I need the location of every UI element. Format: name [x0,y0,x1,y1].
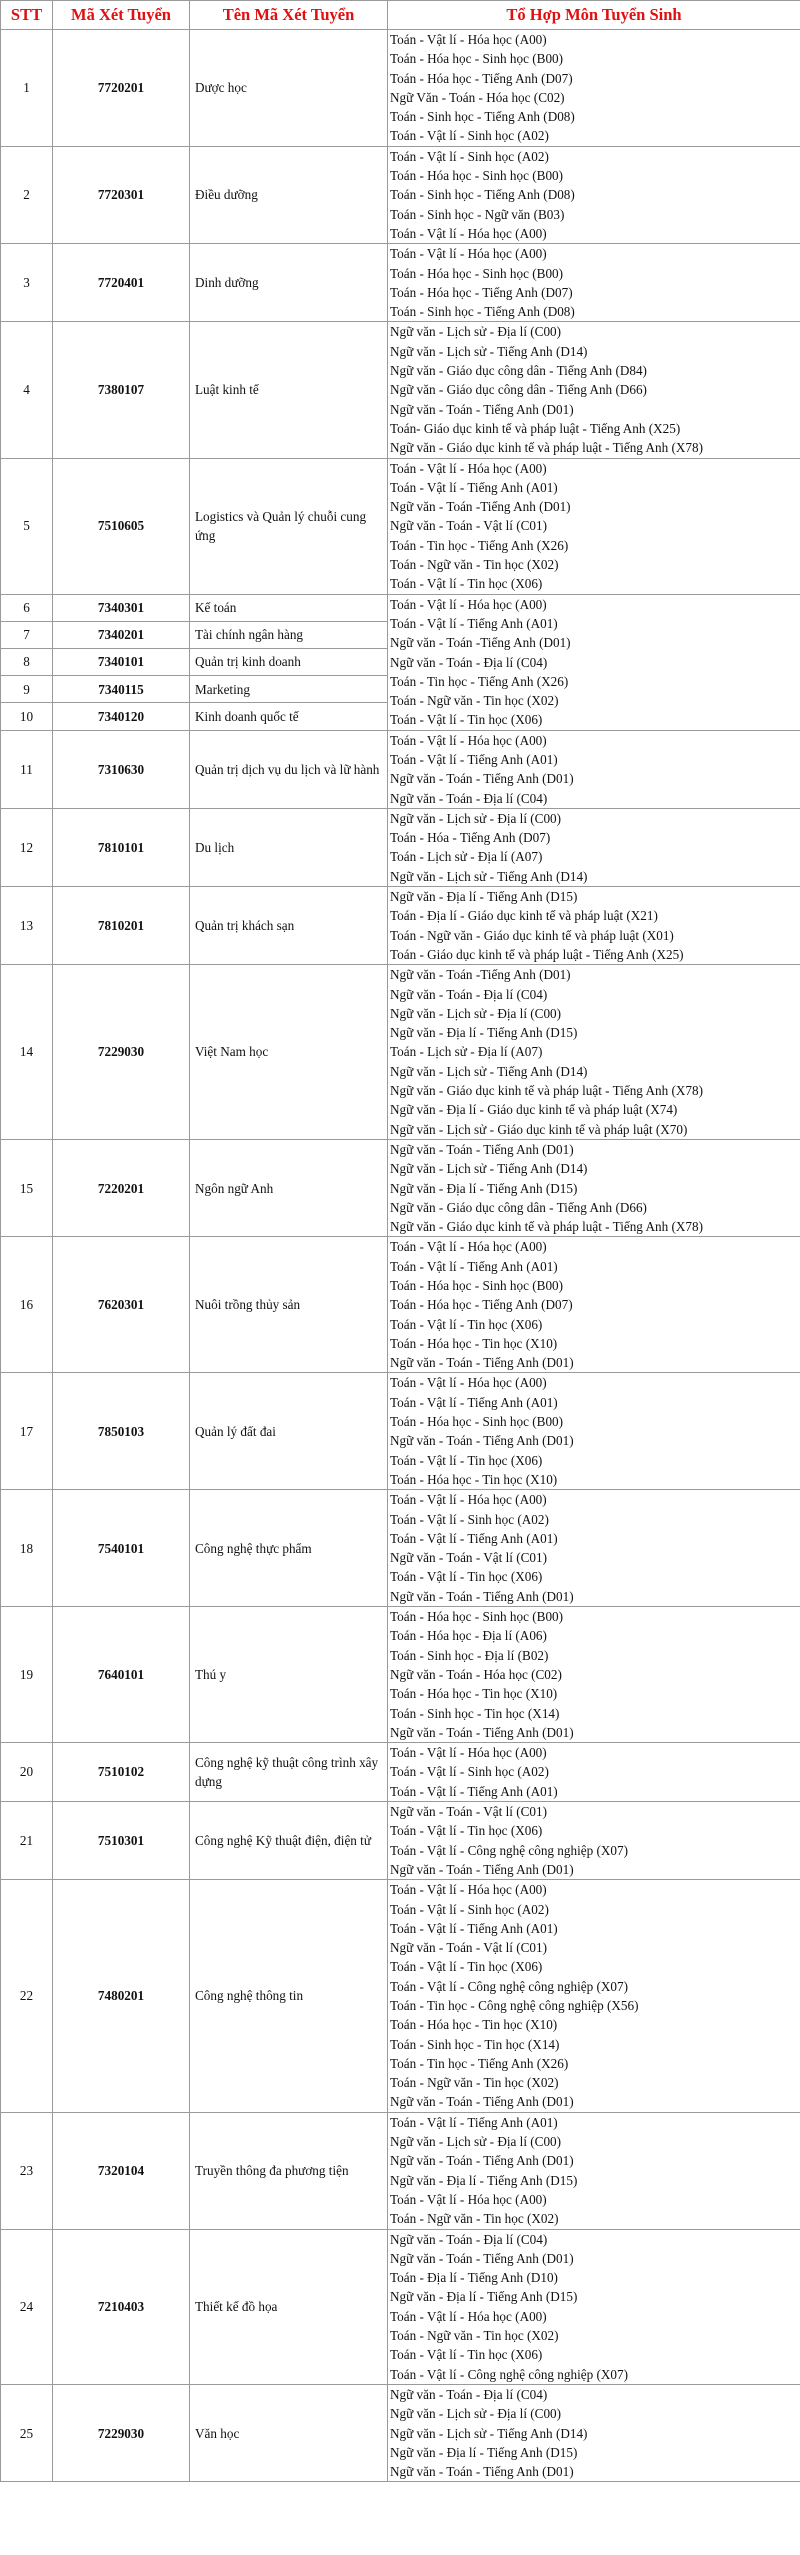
combo-item: Toán - Vật lí - Hóa học (A00) [390,225,547,241]
table-row [1,2112,800,2229]
row-stt: 15 [1,1139,53,1236]
combo-item: Ngữ văn - Lịch sử - Tiếng Anh (D14) [390,1063,588,1079]
combo-item: Toán - Vật lí - Tin học (X06) [390,2347,543,2363]
combo-item: Toán - Vật lí - Hóa học (A00) [390,460,547,476]
combo-item: Toán - Vật lí - Tin học (X06) [390,576,543,592]
combo-item: Ngữ văn - Toán - Vật lí (C01) [390,518,547,534]
combo-item: Toán - Sinh học - Địa lí (B02) [390,1647,549,1663]
combo-item: Toán - Hóa học - Địa lí (A06) [390,1628,547,1644]
combo-item: Toán - Giáo dục kinh tế và pháp luật - Tiếng Anh (X25) [390,946,684,962]
combo-item: Ngữ văn - Toán - Địa lí (C04) [390,790,548,806]
row-stt: 24 [1,2229,53,2384]
table-row [1,244,800,322]
row-code: 7620301 [53,1237,190,1373]
combo-item: Ngữ văn - Giáo dục kinh tế và pháp luật - Tiếng Anh (X78) [390,440,703,456]
combo-item: Ngữ văn - Toán - Tiếng Anh (D01) [390,2094,574,2110]
combo-item: Toán - Vật lí - Tin học (X06) [390,1823,543,1839]
row-stt: 6 [1,594,53,621]
combo-item: Toán - Sinh học - Tiếng Anh (D08) [390,304,575,320]
combo-item: Ngữ văn - Toán - Tiếng Anh (D01) [390,1433,574,1449]
combo-item: Toán - Vật lí - Tiếng Anh (A01) [390,751,558,767]
row-combos [388,1237,800,1373]
row-combos [388,1139,800,1236]
row-code: 7850103 [53,1373,190,1490]
row-code: 7340120 [53,703,190,730]
row-code: 7340301 [53,594,190,621]
combo-item: Toán - Vật lí - Tin học (X06) [390,1316,543,1332]
row-name: Marketing [190,676,388,703]
table-row [1,808,800,886]
combo-item: Toán - Sinh học - Tiếng Anh (D08) [390,187,575,203]
combo-item: Ngữ văn - Toán - Tiếng Anh (D01) [390,1724,574,1740]
table-row [1,1743,800,1802]
table-row [1,322,800,458]
combo-item: Toán - Hóa học - Tin học (X10) [390,1335,558,1351]
combo-item: Ngữ Văn - Toán - Hóa học (C02) [390,89,565,105]
combo-item: Toán - Ngữ văn - Tin học (X02) [390,2328,559,2344]
combo-item: Toán - Vật lí - Hóa học (A00) [390,1492,547,1508]
row-combos [388,808,800,886]
combo-item: Toán - Hóa học - Sinh học (B00) [390,1278,564,1293]
row-stt: 9 [1,676,53,703]
combo-item: Ngữ văn - Lịch sử - Địa lí (C00) [390,324,562,340]
combo-item: Ngữ văn - Giáo dục công dân - Tiếng Anh (D66) [390,382,647,398]
row-name: Luật kinh tế [190,322,388,458]
combo-item: Ngữ văn - Toán - Tiếng Anh (D01) [390,2250,574,2266]
row-name: Quản trị kinh doanh [190,649,388,676]
row-name: Quản trị dịch vụ du lịch và lữ hành [190,730,388,808]
combo-item: Toán - Ngữ văn - Giáo dục kinh tế và pháp luật (X01) [390,927,674,943]
combo-item: Toán - Tin học - Tiếng Anh (X26) [390,2055,569,2071]
row-code: 7810101 [53,808,190,886]
row-code: 7510605 [53,458,190,594]
row-combos [388,887,800,965]
combo-item: Toán - Sinh học - Tin học (X14) [390,1705,560,1721]
table-row [1,1237,800,1373]
row-combos [388,244,800,322]
combo-item: Toán - Vật lí - Tiếng Anh (A01) [390,479,558,495]
header-code: Mã Xét Tuyển [53,1,190,30]
row-combos [388,1607,800,1743]
combo-item: Ngữ văn - Địa lí - Tiếng Anh (D15) [390,1180,578,1196]
combo-item: Ngữ văn - Địa lí - Tiếng Anh (D15) [390,1025,578,1041]
row-combos [388,146,800,243]
row-stt: 4 [1,322,53,458]
combo-item: Ngữ văn - Toán - Hóa học (C02) [390,1666,562,1682]
combo-item: Ngữ văn - Lịch sử - Địa lí (C00) [390,1005,562,1021]
table-row [1,1139,800,1236]
combo-item: Ngữ văn - Địa lí - Tiếng Anh (D15) [390,889,578,905]
table-row [1,965,800,1140]
row-code: 7510102 [53,1743,190,1802]
combo-item: Toán - Hóa học - Sinh học (B00) [390,1414,564,1430]
combo-item: Ngữ văn - Toán - Tiếng Anh (D01) [390,1355,574,1371]
table-row [1,2229,800,2384]
combo-item: Toán - Vật lí - Tiếng Anh (A01) [390,2114,558,2130]
row-code: 7380107 [53,322,190,458]
combo-item: Toán - Vật lí - Sinh học (A02) [390,1511,549,1527]
combo-item: Toán - Vật lí - Hóa học (A00) [390,732,547,748]
combo-item: Ngữ văn - Toán - Tiếng Anh (D01) [390,1861,574,1877]
row-stt: 25 [1,2384,53,2481]
row-stt: 13 [1,887,53,965]
row-name: Dược học [190,30,388,147]
combo-item: Toán - Hóa học - Tiếng Anh (D07) [390,284,573,300]
combo-item: Ngữ văn - Lịch sử - Tiếng Anh (D14) [390,868,588,884]
row-code: 7720401 [53,244,190,322]
combo-item: Toán - Vật lí - Công nghệ công nghiệp (X07) [390,1978,628,1994]
combo-item: Ngữ văn - Toán - Tiếng Anh (D01) [390,401,574,417]
combo-item: Toán - Ngữ văn - Tin học (X02) [390,693,559,709]
row-code: 7340101 [53,649,190,676]
row-combos [388,730,800,808]
row-name: Thiết kế đồ họa [190,2229,388,2384]
row-combos [388,965,800,1140]
combo-item: Toán - Sinh học - Tin học (X14) [390,2036,560,2052]
row-combos [388,594,800,730]
combo-item: Toán - Hóa học - Sinh học (B00) [390,51,564,67]
combo-item: Toán - Sinh học - Tiếng Anh (D08) [390,109,575,125]
combo-item: Toán - Hóa - Tiếng Anh (D07) [390,830,551,846]
combo-item: Toán - Hóa học - Tin học (X10) [390,1686,558,1702]
combo-item: Toán - Vật lí - Tin học (X06) [390,1959,543,1975]
combo-item: Toán - Hóa học - Sinh học (B00) [390,265,564,281]
combo-item: Toán - Vật lí - Hóa học (A00) [390,1375,547,1391]
table-row [1,1607,800,1743]
combo-item: Toán - Vật lí - Tin học (X06) [390,1452,543,1468]
row-name: Dinh dưỡng [190,244,388,322]
table-row [1,1802,800,1880]
row-code: 7340115 [53,676,190,703]
row-stt: 22 [1,1880,53,2113]
combo-item: Toán - Vật lí - Tiếng Anh (A01) [390,615,558,631]
row-code: 7310630 [53,730,190,808]
row-name: Thú y [190,1607,388,1743]
row-name: Công nghệ thông tin [190,1880,388,2113]
combo-item: Ngữ văn - Giáo dục công dân - Tiếng Anh (D84) [390,363,647,379]
row-code: 7640101 [53,1607,190,1743]
table-row [1,1373,800,1490]
row-stt: 8 [1,649,53,676]
row-stt: 18 [1,1490,53,1607]
combo-item: Ngữ văn - Giáo dục kinh tế và pháp luật - Tiếng Anh (X78) [390,1219,703,1235]
combo-item: Toán - Vật lí - Hóa học (A00) [390,1882,547,1898]
header-row [1,1,800,30]
combo-item: Toán - Ngữ văn - Tin học (X02) [390,2075,559,2091]
row-code: 7720201 [53,30,190,147]
combo-item: Ngữ văn - Toán - Tiếng Anh (D01) [390,2153,574,2169]
row-code: 7340201 [53,621,190,648]
row-combos [388,2112,800,2229]
combo-item: Ngữ văn - Toán - Tiếng Anh (D01) [390,1141,574,1157]
row-combos [388,1802,800,1880]
combo-item: Toán - Tin học - Tiếng Anh (X26) [390,537,569,553]
row-combos [388,1373,800,1490]
combo-item: Ngữ văn - Toán - Địa lí (C04) [390,654,548,670]
row-stt: 1 [1,30,53,147]
combo-item: Ngữ văn - Toán - Địa lí (C04) [390,986,548,1002]
row-code: 7720301 [53,146,190,243]
combo-item: Toán - Vật lí - Hóa học (A00) [390,32,547,47]
combo-item: Toán - Vật lí - Hóa học (A00) [390,596,547,612]
combo-item: Ngữ văn - Giáo dục công dân - Tiếng Anh (D66) [390,1199,647,1215]
table-row [1,146,800,243]
combo-item: Ngữ văn - Lịch sử - Tiếng Anh (D14) [390,2425,588,2441]
combo-item: Toán - Vật lí - Hóa học (A00) [390,1745,547,1761]
combo-item: Ngữ văn - Lịch sử - Địa lí (C00) [390,810,562,826]
combo-item: Ngữ văn - Toán - Tiếng Anh (D01) [390,771,574,787]
combo-item: Ngữ văn - Toán - Vật lí (C01) [390,1804,547,1820]
combo-item: Toán - Vật lí - Hóa học (A00) [390,2191,547,2207]
row-name: Kinh doanh quốc tế [190,703,388,730]
combo-item: Ngữ văn - Địa lí - Giáo dục kinh tế và pháp luật (X74) [390,1102,678,1118]
row-name: Du lịch [190,808,388,886]
row-name: Văn học [190,2384,388,2481]
table-body [1,30,800,2482]
combo-item: Toán - Ngữ văn - Tin học (X02) [390,2211,559,2227]
combo-item: Ngữ văn - Toán -Tiếng Anh (D01) [390,499,571,515]
row-combos [388,1880,800,2113]
row-stt: 7 [1,621,53,648]
combo-item: Toán - Ngữ văn - Tin học (X02) [390,557,559,573]
row-name: Công nghệ Kỹ thuật điện, điện tử [190,1802,388,1880]
row-combos [388,1490,800,1607]
combo-item: Toán - Hóa học - Sinh học (B00) [390,168,564,184]
row-code: 7229030 [53,965,190,1140]
combo-item: Ngữ văn - Địa lí - Tiếng Anh (D15) [390,2172,578,2188]
combo-item: Ngữ văn - Lịch sử - Giáo dục kinh tế và pháp luật (X70) [390,1121,688,1137]
row-name: Ngôn ngữ Anh [190,1139,388,1236]
combo-item: Toán - Sinh học - Ngữ văn (B03) [390,206,565,222]
combo-item: Ngữ văn - Toán -Tiếng Anh (D01) [390,635,571,651]
row-code: 7229030 [53,2384,190,2481]
combo-item: Ngữ văn - Lịch sử - Tiếng Anh (D14) [390,1161,588,1177]
header-name: Tên Mã Xét Tuyển [190,1,388,30]
combo-item: Toán - Vật lí - Công nghệ công nghiệp (X07) [390,2366,628,2382]
row-stt: 2 [1,146,53,243]
row-stt: 16 [1,1237,53,1373]
header-stt: STT [1,1,53,30]
table-row [1,730,800,808]
combo-item: Toán - Hóa học - Tin học (X10) [390,1471,558,1487]
combo-item: Toán - Vật lí - Tin học (X06) [390,1569,543,1585]
table-row [1,887,800,965]
row-stt: 23 [1,2112,53,2229]
combo-item: Ngữ văn - Địa lí - Tiếng Anh (D15) [390,2444,578,2460]
row-stt: 5 [1,458,53,594]
row-name: Kế toán [190,594,388,621]
combo-item: Ngữ văn - Lịch sử - Địa lí (C00) [390,2134,562,2150]
row-name: Logistics và Quản lý chuỗi cung ứng [190,458,388,594]
row-stt: 20 [1,1743,53,1802]
row-code: 7480201 [53,1880,190,2113]
combo-item: Toán - Hóa học - Tin học (X10) [390,2017,558,2033]
combo-item: Ngữ văn - Toán - Vật lí (C01) [390,1550,547,1566]
combo-item: Ngữ văn - Toán - Tiếng Anh (D01) [390,2464,574,2480]
combo-item: Ngữ văn - Lịch sử - Tiếng Anh (D14) [390,343,588,359]
combo-item: Ngữ văn - Toán -Tiếng Anh (D01) [390,967,571,983]
combo-item: Toán - Vật lí - Sinh học (A02) [390,128,549,144]
combo-item: Toán - Lịch sử - Địa lí (A07) [390,1044,543,1060]
row-code: 7210403 [53,2229,190,2384]
table-row [1,1490,800,1607]
combo-item: Toán - Lịch sử - Địa lí (A07) [390,849,543,865]
combo-item: Ngữ văn - Toán - Địa lí (C04) [390,2231,548,2247]
combo-item: Toán - Vật lí - Tiếng Anh (A01) [390,1258,558,1274]
combo-item: Toán - Địa lí - Tiếng Anh (D10) [390,2270,558,2286]
combo-item: Ngữ văn - Địa lí - Tiếng Anh (D15) [390,2289,578,2305]
combo-item: Toán - Vật lí - Tin học (X06) [390,712,543,728]
row-stt: 19 [1,1607,53,1743]
combo-item: Toán - Vật lí - Công nghệ công nghiệp (X07) [390,1842,628,1858]
header-combos: Tổ Hợp Môn Tuyển Sinh [388,1,800,30]
combo-item: Ngữ văn - Giáo dục kinh tế và pháp luật - Tiếng Anh (X78) [390,1083,703,1099]
row-combos [388,2229,800,2384]
row-name: Nuôi trồng thủy sản [190,1237,388,1373]
row-name: Công nghệ kỹ thuật công trình xây dựng [190,1743,388,1802]
row-stt: 14 [1,965,53,1140]
table-row [1,1880,800,2113]
combo-item: Toán - Vật lí - Tiếng Anh (A01) [390,1783,558,1799]
row-stt: 3 [1,244,53,322]
combo-item: Toán- Giáo dục kinh tế và pháp luật - Tiếng Anh (X25) [390,420,681,436]
combo-item: Toán - Hóa học - Tiếng Anh (D07) [390,70,573,86]
combo-item: Ngữ văn - Toán - Địa lí (C04) [390,2386,548,2402]
combo-item: Toán - Vật lí - Hóa học (A00) [390,246,547,262]
combo-item: Toán - Hóa học - Tiếng Anh (D07) [390,1297,573,1313]
row-code: 7810201 [53,887,190,965]
combo-item: Toán - Vật lí - Hóa học (A00) [390,1239,547,1255]
row-name: Truyền thông đa phương tiện [190,2112,388,2229]
row-stt: 12 [1,808,53,886]
row-stt: 21 [1,1802,53,1880]
table-row [1,2384,800,2481]
row-code: 7220201 [53,1139,190,1236]
combo-item: Toán - Vật lí - Tiếng Anh (A01) [390,1920,558,1936]
row-name: Quản trị khách sạn [190,887,388,965]
combo-item: Toán - Vật lí - Sinh học (A02) [390,1764,549,1780]
row-stt: 10 [1,703,53,730]
row-name: Công nghệ thực phẩm [190,1490,388,1607]
combo-item: Ngữ văn - Toán - Vật lí (C01) [390,1940,547,1956]
row-combos [388,458,800,594]
combo-item: Ngữ văn - Toán - Tiếng Anh (D01) [390,1588,574,1604]
row-code: 7510301 [53,1802,190,1880]
table-row [1,594,800,621]
row-name: Việt Nam học [190,965,388,1140]
row-stt: 11 [1,730,53,808]
combo-item: Toán - Vật lí - Tiếng Anh (A01) [390,1530,558,1546]
combo-item: Toán - Địa lí - Giáo dục kinh tế và pháp luật (X21) [390,908,658,924]
row-code: 7540101 [53,1490,190,1607]
row-combos [388,322,800,458]
row-combos [388,1743,800,1802]
combo-item: Toán - Vật lí - Hóa học (A00) [390,2308,547,2324]
row-code: 7320104 [53,2112,190,2229]
combo-item: Toán - Vật lí - Sinh học (A02) [390,1901,549,1917]
combo-item: Toán - Tin học - Công nghệ công nghiệp (X56) [390,1997,639,2013]
row-name: Quản lý đất đai [190,1373,388,1490]
combo-item: Ngữ văn - Lịch sử - Địa lí (C00) [390,2406,562,2422]
row-combos [388,2384,800,2481]
combo-item: Toán - Vật lí - Tiếng Anh (A01) [390,1394,558,1410]
table-row [1,458,800,594]
row-combos [388,30,800,147]
row-name: Điều dưỡng [190,146,388,243]
combo-item: Toán - Vật lí - Sinh học (A02) [390,148,549,164]
combo-item: Toán - Tin học - Tiếng Anh (X26) [390,673,569,689]
row-name: Tài chính ngân hàng [190,621,388,648]
row-stt: 17 [1,1373,53,1490]
combo-item: Toán - Hóa học - Sinh học (B00) [390,1609,564,1625]
table-row [1,30,800,147]
